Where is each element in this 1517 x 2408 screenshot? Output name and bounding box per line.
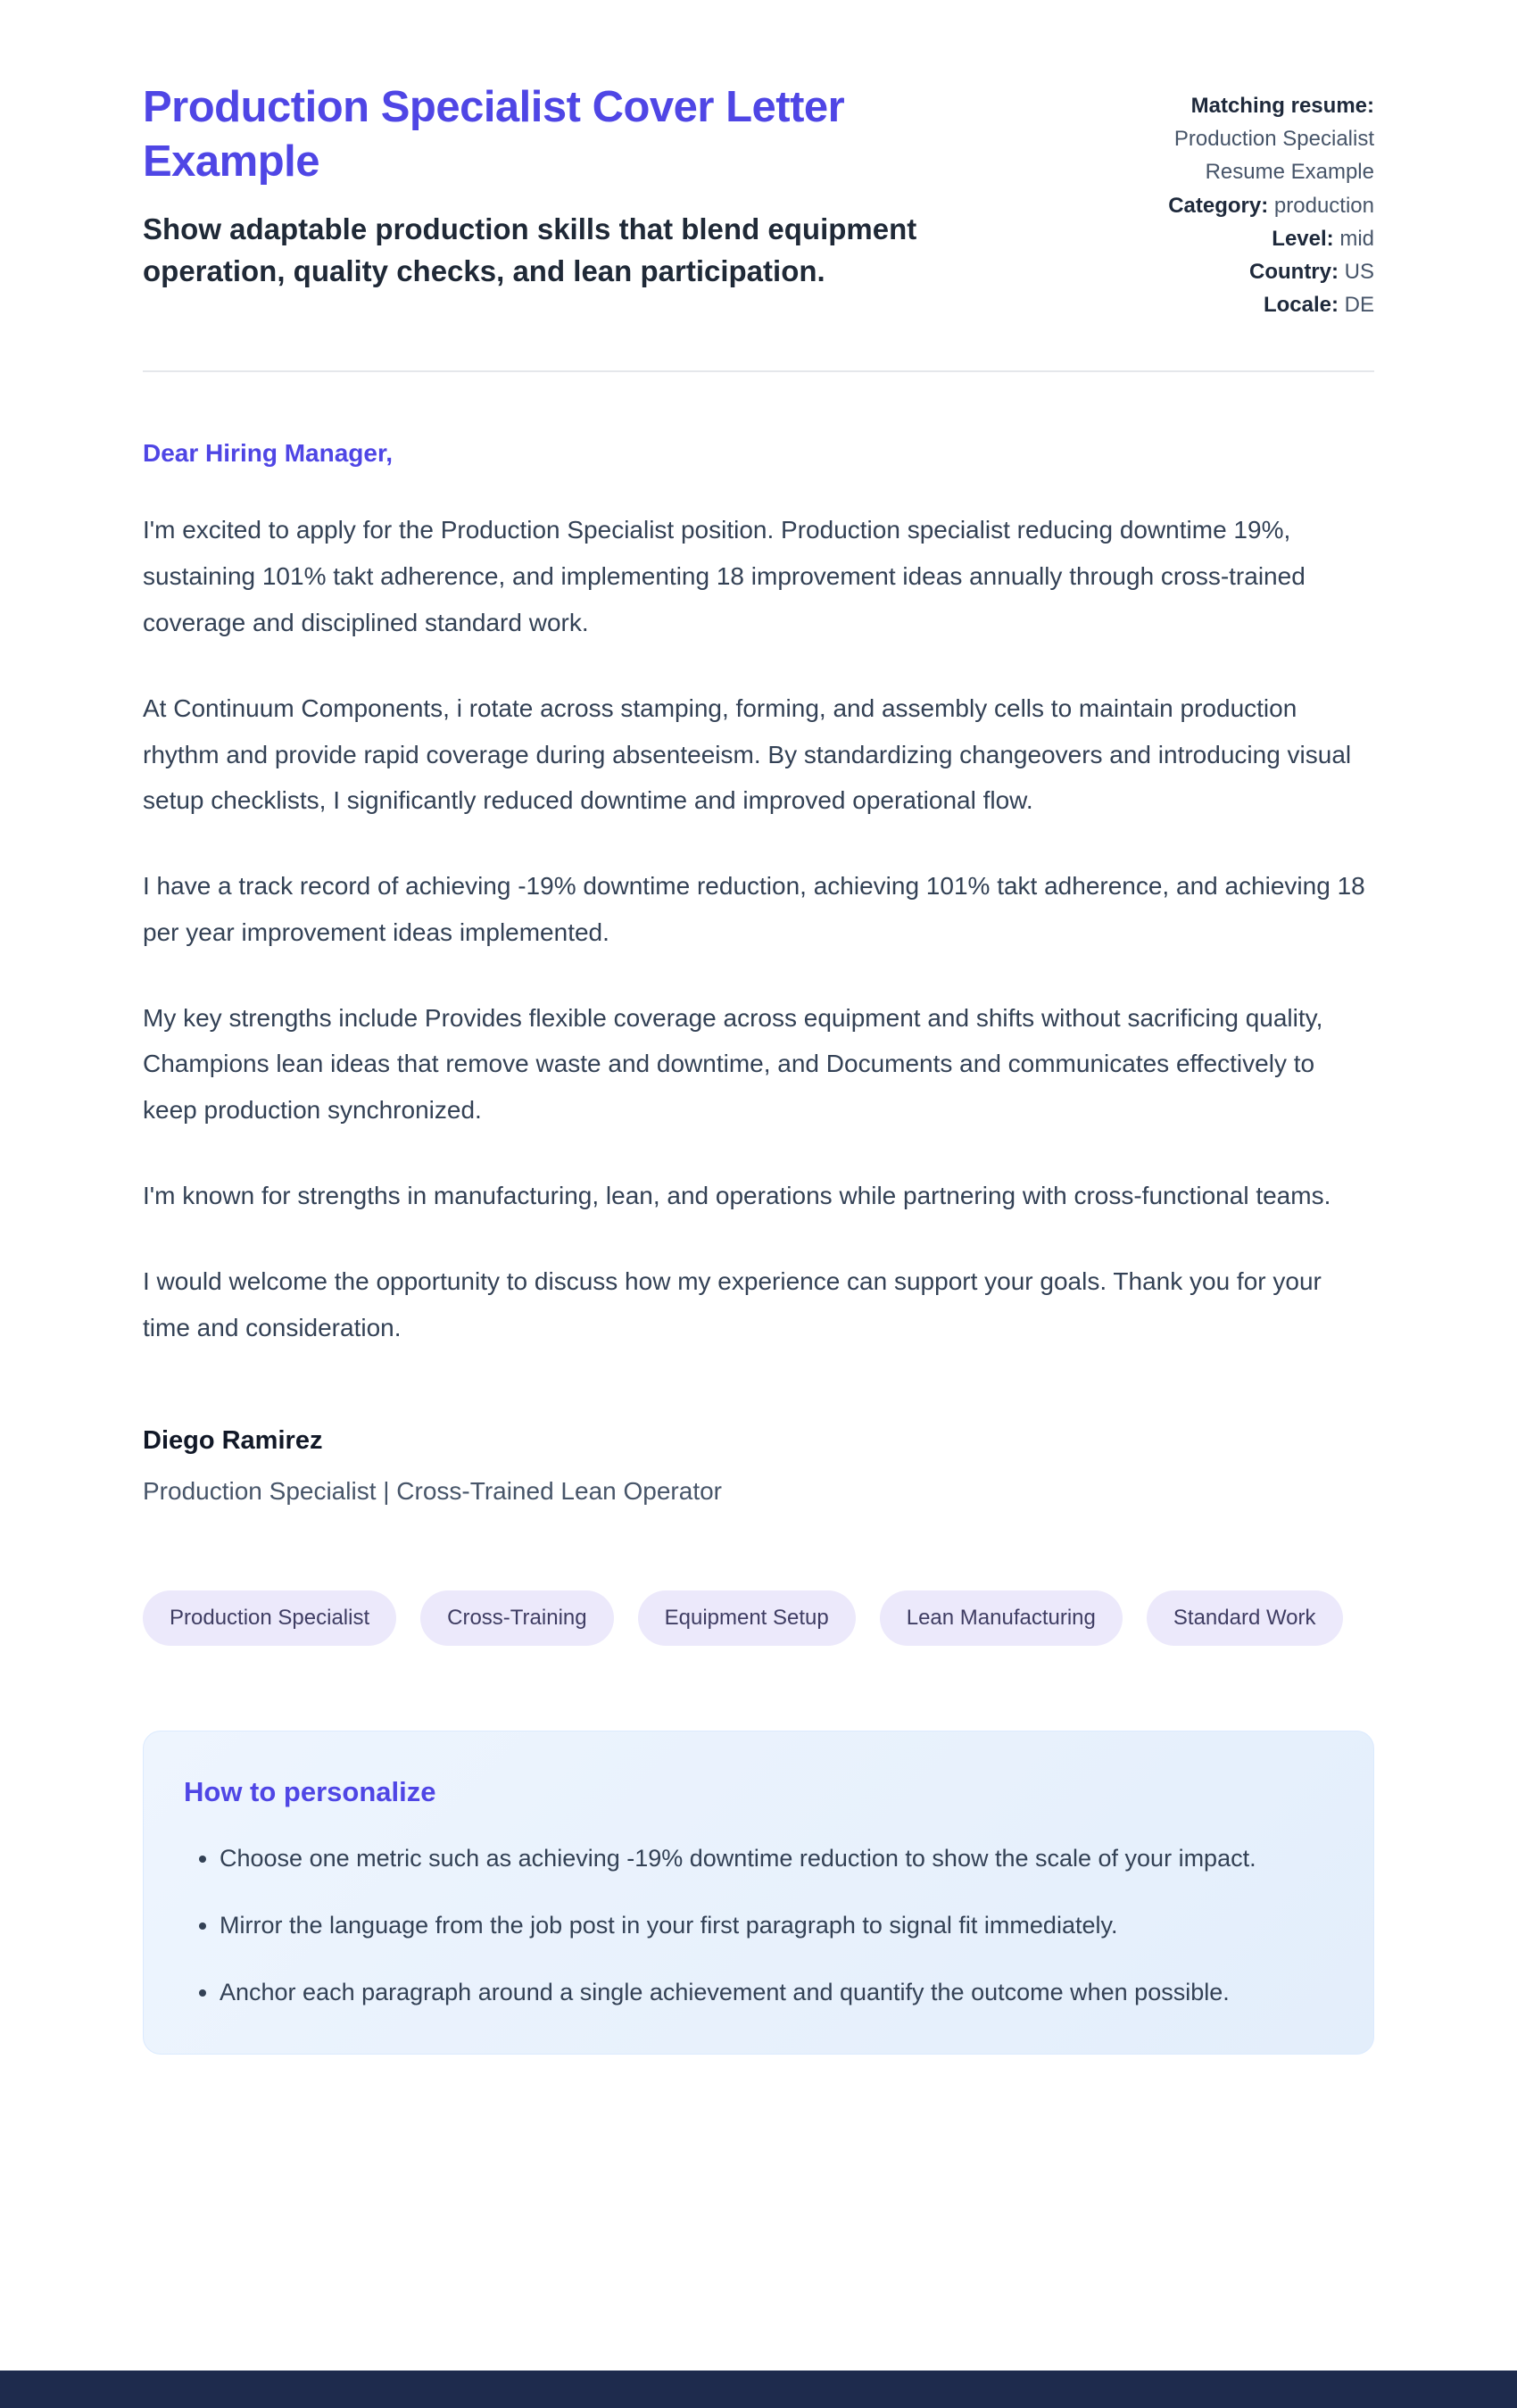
personalize-box [143,1731,1374,2055]
page-subtitle: Show adaptable production skills that blend equipment operation, quality checks, and lean participation. [143,212,917,288]
personalize-bullet: • Choose one metric such as achieving -19% downtime reduction to show the scale of your impact. [220,1837,1333,1881]
meta-locale [1124,288,1374,321]
footer-bar [0,2371,1517,2408]
signature-title: Production Specialist | Cross-Trained Lean Operator [143,1477,722,1506]
meta-level-value: mid [1339,226,1374,251]
header-divider [143,370,1374,372]
meta-category-value: production [1273,193,1374,218]
tag-list [143,1590,1374,1646]
personalize-bullet: • Anchor each paragraph around a single achievement and quantify the outcome when possible. [220,1971,1333,2014]
page-container [143,0,1374,2055]
meta-country-label: Country: [1249,259,1339,284]
page-header [143,80,1374,321]
tag-pill[interactable]: Lean Manufacturing [880,1590,1123,1646]
letter-paragraph: I'm known for strengths in manufacturing, lean, and operations while partnering with cross-functional teams. [143,1182,1331,1210]
personalize-list [184,1837,1333,2014]
letter-greeting: Dear Hiring Manager, [143,439,394,468]
meta-country-value: US [1344,259,1374,284]
tag-pill[interactable]: Cross-Training [420,1590,613,1646]
letter-paragraph: My key strengths include Provides flexible coverage across equipment and shifts without sacrificing quality, Champions lean ideas that remove waste and downtime, and Documents and communicates effectively to keep production synchronized. [143,1003,1323,1125]
meta-level-label: Level: [1272,226,1334,251]
meta-locale-value: DE [1344,293,1374,318]
tag-pill[interactable]: Equipment Setup [638,1590,856,1646]
meta-country [1124,255,1374,288]
personalize-bullet: • Mirror the language from the job post in your first paragraph to signal fit immediately. [220,1904,1333,1947]
meta-matching-resume-value: Production Specialist Resume Example [1173,127,1374,185]
page-title: Production Specialist Cover Letter Example [143,83,845,187]
meta-block [1124,80,1374,321]
meta-matching-resume [1124,89,1374,189]
personalize-title: How to personalize [184,1776,436,1808]
meta-level [1124,222,1374,255]
header-title-block [143,80,1017,321]
signature-name: Diego Ramirez [143,1426,323,1456]
meta-category-label: Category: [1168,193,1269,218]
meta-matching-resume-label: Matching resume: [1190,94,1374,118]
meta-locale-label: Locale: [1263,293,1339,318]
letter-paragraph: I'm excited to apply for the Production Specialist position. Production specialist reducing downtime 19%, sustaining 101% takt adherence, and implementing 18 improvement ideas annually through cross-trained coverage and disciplined standard work. [143,516,1306,636]
letter-paragraph: I would welcome the opportunity to discuss how my experience can support your goals. Thank you for your time and consideration. [143,1266,1322,1341]
signature-block [143,1426,1374,1506]
tag-pill[interactable]: Production Specialist [143,1590,396,1646]
tag-pill[interactable]: Standard Work [1147,1590,1343,1646]
letter-paragraph: At Continuum Components, i rotate across stamping, forming, and assembly cells to maintain production rhythm and provide rapid coverage during absenteeism. By standardizing changeovers and introducing visual setup checklists, I significantly reduced downtime and improved operational flow. [143,693,1352,815]
letter-paragraph: I have a track record of achieving -19% downtime reduction, achieving 101% takt adherence, and achieving 18 per year improvement ideas implemented. [143,872,1365,946]
meta-category [1124,189,1374,222]
